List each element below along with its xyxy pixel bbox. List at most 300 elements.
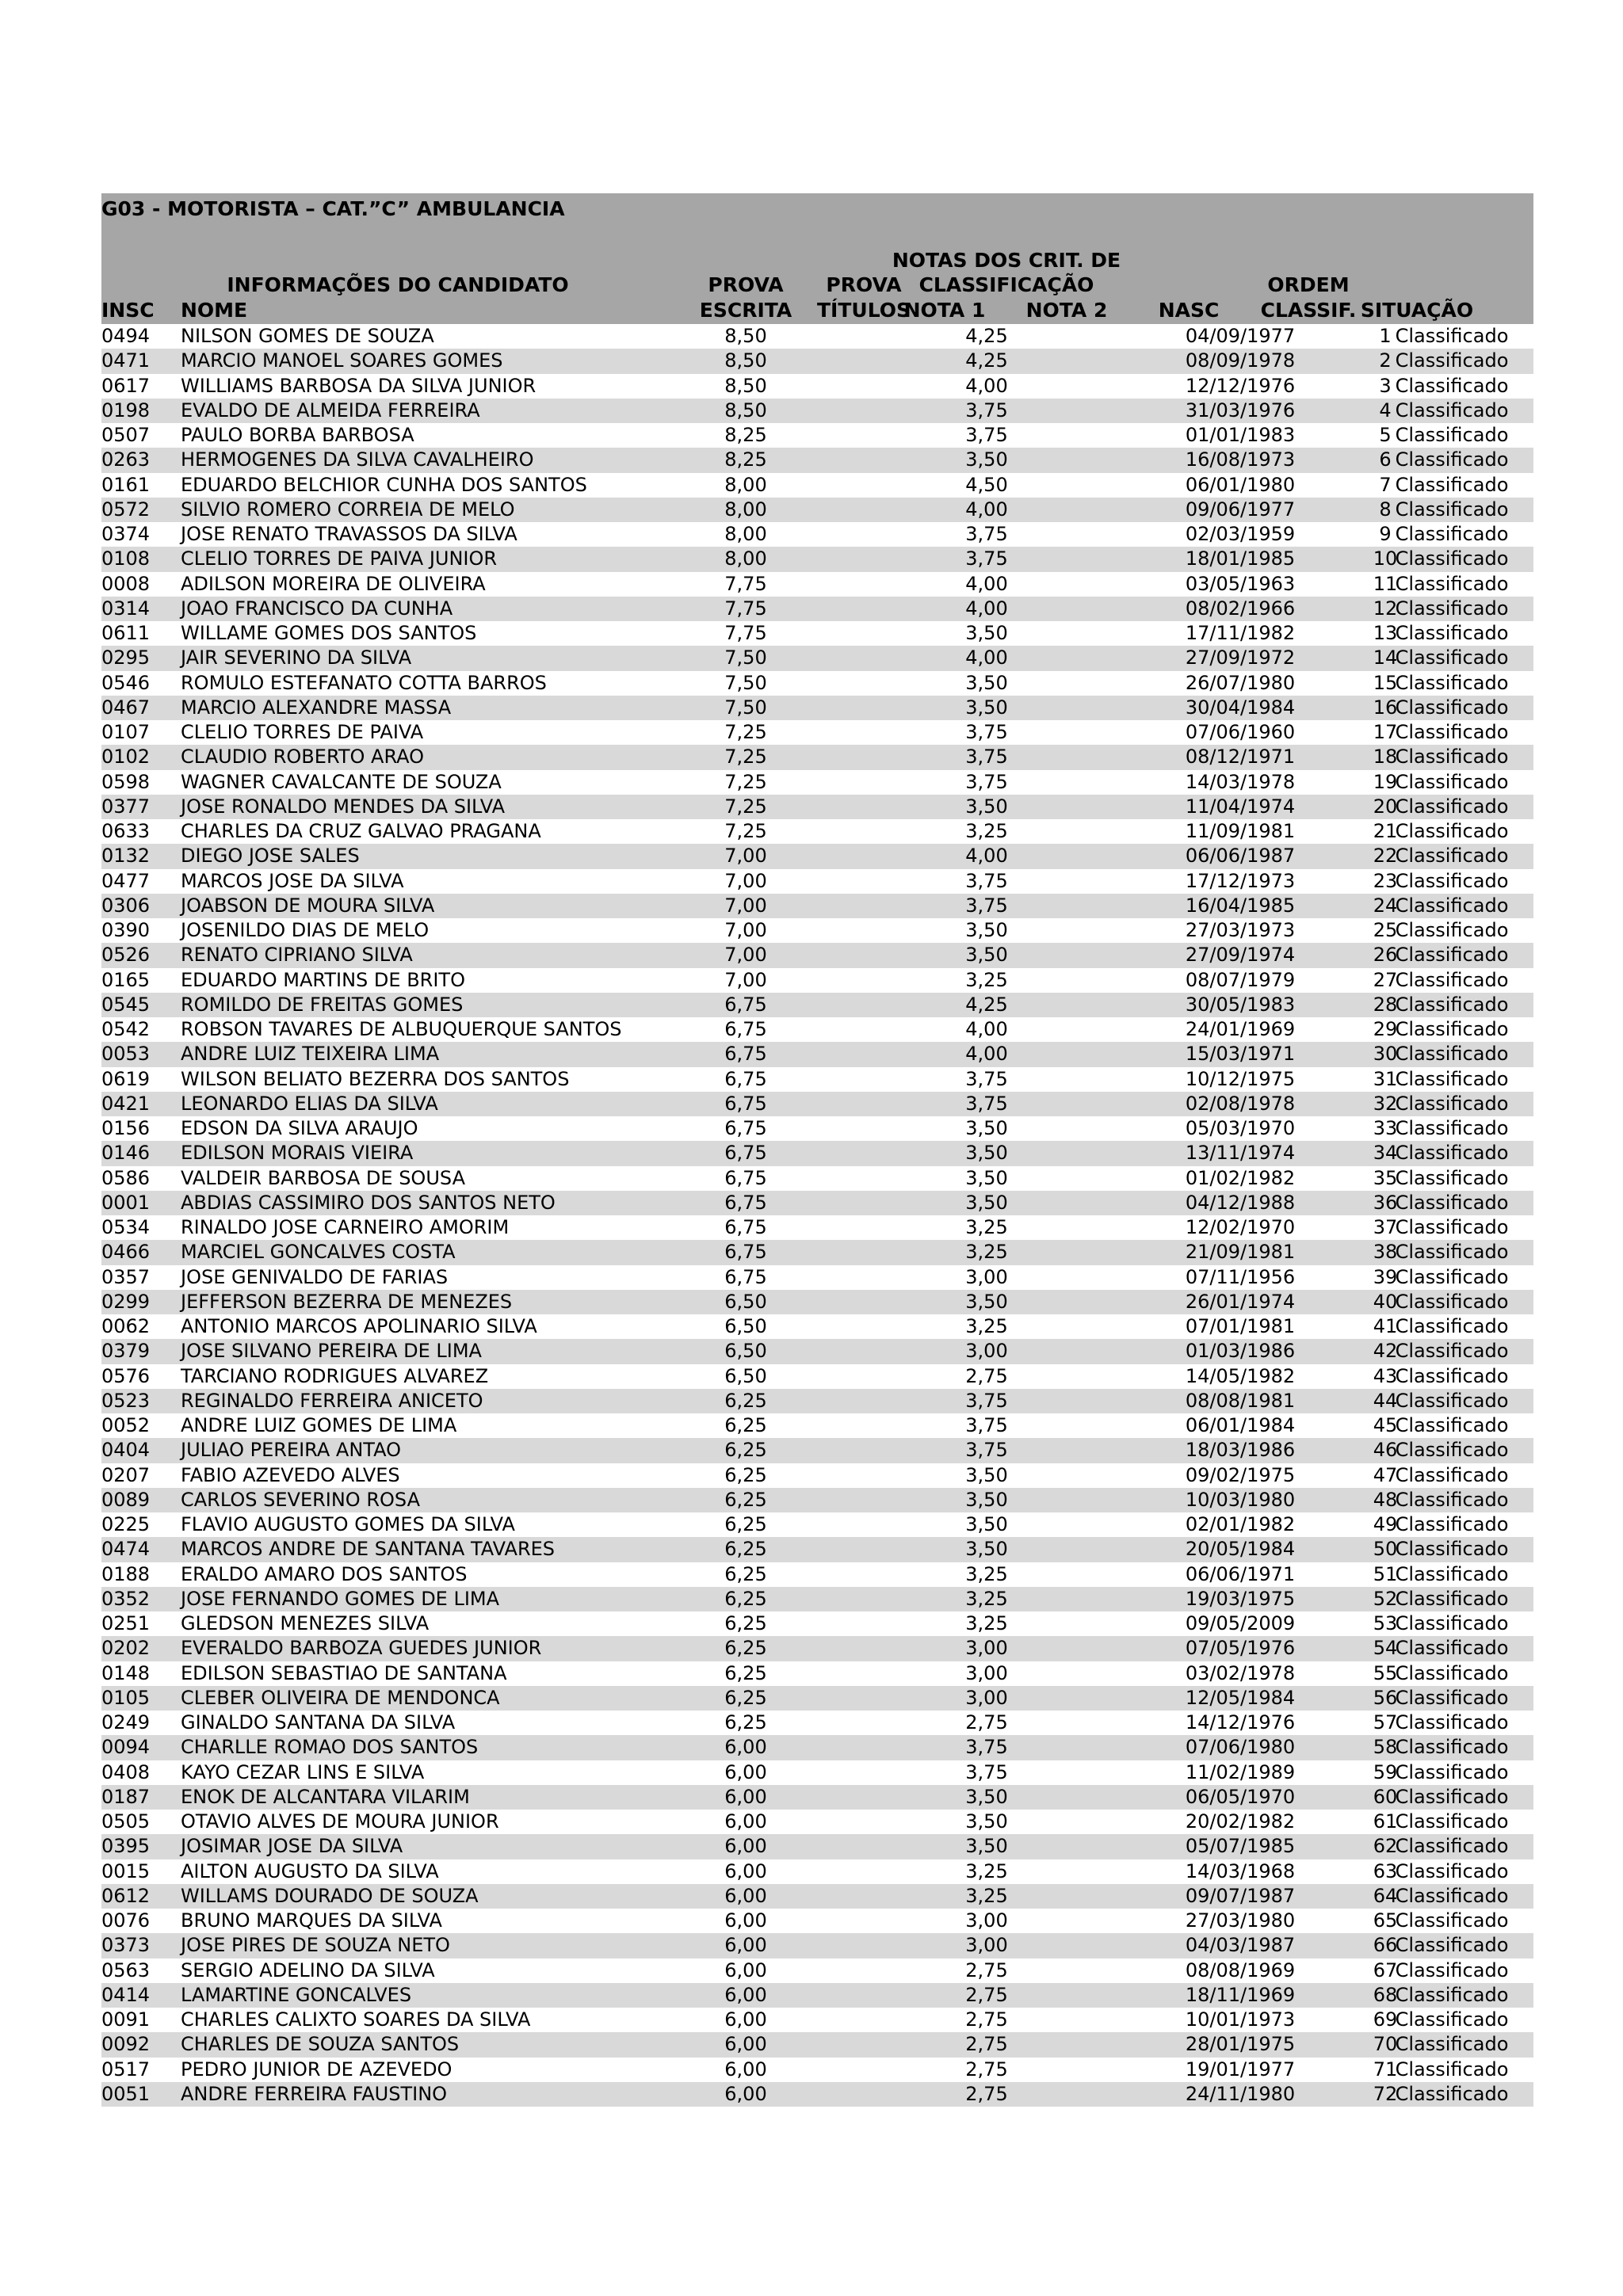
table-row	[101, 795, 1533, 819]
cell-prova-escrita: 6,50	[724, 1290, 767, 1313]
cell-prova-escrita: 6,75	[724, 1018, 767, 1040]
cell-nota1: 3,75	[965, 770, 1008, 793]
cell-nasc: 06/05/1970	[1185, 1785, 1296, 1808]
cell-prova-escrita: 6,25	[724, 1562, 767, 1585]
cell-insc: 0062	[101, 1315, 151, 1337]
cell-prova-escrita: 7,50	[724, 671, 767, 694]
cell-ordem: 13	[1373, 622, 1398, 644]
cell-nasc: 30/04/1984	[1185, 696, 1296, 719]
cell-situacao: Classificado	[1395, 795, 1509, 818]
cell-ordem: 48	[1373, 1488, 1398, 1511]
cell-situacao: Classificado	[1395, 1315, 1509, 1337]
cell-ordem: 69	[1373, 2008, 1398, 2031]
cell-nota1: 3,00	[965, 1637, 1008, 1660]
table-row	[101, 1389, 1533, 1413]
header-nota2: NOTA 2	[1025, 299, 1108, 322]
cell-insc: 0146	[101, 1142, 151, 1165]
cell-insc: 0542	[101, 1018, 151, 1040]
cell-insc: 0156	[101, 1117, 151, 1139]
cell-nasc: 08/08/1981	[1185, 1389, 1296, 1412]
cell-nota1: 3,50	[965, 944, 1008, 967]
cell-ordem: 6	[1379, 448, 1392, 471]
cell-nota1: 3,50	[965, 1538, 1008, 1561]
header-nome: NOME	[181, 299, 248, 322]
cell-nome: CLAUDIO ROBERTO ARAO	[181, 746, 425, 769]
cell-ordem: 58	[1373, 1736, 1398, 1759]
cell-insc: 0225	[101, 1513, 151, 1535]
cell-nome: MARCIEL GONCALVES COSTA	[181, 1241, 456, 1264]
table-row	[101, 770, 1533, 795]
cell-prova-escrita: 7,75	[724, 572, 767, 595]
table-row	[101, 1215, 1533, 1240]
cell-insc: 0546	[101, 671, 151, 694]
cell-nome: GLEDSON MENEZES SILVA	[181, 1612, 430, 1634]
cell-prova-escrita: 6,00	[724, 1909, 767, 1932]
cell-nota1: 3,25	[965, 1612, 1008, 1634]
cell-insc: 0612	[101, 1884, 151, 1907]
header-ordem-1: ORDEM	[1267, 273, 1350, 296]
table-row	[101, 423, 1533, 448]
cell-ordem: 59	[1373, 1760, 1398, 1783]
cell-nome: ERALDO AMARO DOS SANTOS	[181, 1562, 468, 1585]
cell-prova-escrita: 8,00	[724, 547, 767, 570]
cell-ordem: 68	[1373, 1983, 1398, 2006]
cell-nasc: 12/12/1976	[1185, 374, 1296, 397]
table-row	[101, 696, 1533, 720]
cell-situacao: Classificado	[1395, 1216, 1509, 1238]
cell-situacao: Classificado	[1395, 1513, 1509, 1535]
cell-nasc: 24/01/1969	[1185, 1018, 1296, 1040]
cell-prova-escrita: 6,00	[724, 1785, 767, 1808]
cell-insc: 0108	[101, 547, 151, 570]
header-nota1: NOTA 1	[903, 299, 986, 322]
cell-ordem: 46	[1373, 1439, 1398, 1462]
cell-prova-escrita: 6,25	[724, 1389, 767, 1412]
table-row	[101, 1834, 1533, 1859]
cell-nota1: 3,75	[965, 1439, 1008, 1462]
cell-ordem: 70	[1373, 2033, 1398, 2056]
table-row	[101, 943, 1533, 967]
cell-nome: EVALDO DE ALMEIDA FERREIRA	[181, 399, 480, 421]
cell-nota1: 2,75	[965, 1364, 1008, 1387]
cell-ordem: 39	[1373, 1265, 1398, 1288]
cell-nasc: 27/09/1972	[1185, 646, 1296, 669]
table-row	[101, 572, 1533, 597]
cell-nome: RENATO CIPRIANO SILVA	[181, 944, 413, 967]
table-row	[101, 498, 1533, 522]
table-row	[101, 1240, 1533, 1264]
cell-nota1: 3,75	[965, 399, 1008, 421]
cell-nome: JOSE RONALDO MENDES DA SILVA	[181, 795, 506, 818]
cell-nasc: 01/03/1986	[1185, 1340, 1296, 1363]
cell-nota1: 3,25	[965, 1241, 1008, 1264]
cell-nome: WILLAMS DOURADO DE SOUZA	[181, 1884, 479, 1907]
cell-nome: REGINALDO FERREIRA ANICETO	[181, 1389, 483, 1412]
table-row	[101, 671, 1533, 696]
cell-situacao: Classificado	[1395, 1859, 1509, 1882]
cell-insc: 0148	[101, 1661, 151, 1684]
cell-nota1: 3,00	[965, 1661, 1008, 1684]
cell-nota1: 4,50	[965, 473, 1008, 496]
cell-nota1: 2,75	[965, 1711, 1008, 1733]
cell-situacao: Classificado	[1395, 1983, 1509, 2006]
cell-ordem: 38	[1373, 1241, 1398, 1264]
cell-nasc: 06/01/1980	[1185, 473, 1296, 496]
cell-nome: JAIR SEVERINO DA SILVA	[181, 646, 412, 669]
cell-insc: 0576	[101, 1364, 151, 1387]
cell-prova-escrita: 6,00	[724, 1859, 767, 1882]
cell-nota1: 3,50	[965, 795, 1008, 818]
cell-prova-escrita: 6,25	[724, 1661, 767, 1684]
cell-insc: 0094	[101, 1736, 151, 1759]
cell-nasc: 07/06/1980	[1185, 1736, 1296, 1759]
cell-nota1: 3,75	[965, 721, 1008, 743]
cell-prova-escrita: 6,00	[724, 2008, 767, 2031]
cell-insc: 0505	[101, 1810, 151, 1833]
table-row	[101, 993, 1533, 1017]
cell-nasc: 06/06/1987	[1185, 845, 1296, 868]
cell-nasc: 30/05/1983	[1185, 993, 1296, 1016]
cell-insc: 0165	[101, 968, 151, 991]
cell-nota1: 4,25	[965, 325, 1008, 347]
table-row	[101, 918, 1533, 943]
cell-insc: 0161	[101, 473, 151, 496]
cell-insc: 0373	[101, 1934, 151, 1957]
cell-nota1: 3,75	[965, 523, 1008, 545]
cell-situacao: Classificado	[1395, 671, 1509, 694]
cell-prova-escrita: 7,25	[724, 770, 767, 793]
cell-insc: 0052	[101, 1414, 151, 1436]
cell-ordem: 42	[1373, 1340, 1398, 1363]
cell-ordem: 45	[1373, 1414, 1398, 1436]
cell-nasc: 13/11/1974	[1185, 1142, 1296, 1165]
cell-situacao: Classificado	[1395, 1958, 1509, 1981]
cell-insc: 0198	[101, 399, 151, 421]
table-row	[101, 1339, 1533, 1363]
cell-nota1: 4,00	[965, 374, 1008, 397]
table-row	[101, 324, 1533, 349]
cell-insc: 0089	[101, 1488, 151, 1511]
cell-nasc: 20/05/1984	[1185, 1538, 1296, 1561]
cell-nota1: 3,50	[965, 1835, 1008, 1858]
cell-nota1: 3,50	[965, 1191, 1008, 1214]
table-row	[101, 720, 1533, 745]
header-prova-titulos-2: TÍTULOS	[816, 299, 911, 322]
cell-nome: ANDRE LUIZ TEIXEIRA LIMA	[181, 1043, 440, 1066]
cell-nasc: 04/03/1987	[1185, 1934, 1296, 1957]
cell-nome: WILLAME GOMES DOS SANTOS	[181, 622, 477, 644]
header-insc: INSC	[101, 299, 155, 322]
cell-insc: 0466	[101, 1241, 151, 1264]
cell-ordem: 2	[1379, 349, 1392, 372]
cell-insc: 0015	[101, 1859, 151, 1882]
cell-situacao: Classificado	[1395, 448, 1509, 471]
table-row	[101, 1141, 1533, 1165]
cell-ordem: 30	[1373, 1043, 1398, 1066]
cell-nota1: 3,25	[965, 1216, 1008, 1238]
cell-ordem: 10	[1373, 547, 1398, 570]
cell-insc: 0598	[101, 770, 151, 793]
cell-ordem: 17	[1373, 721, 1398, 743]
cell-situacao: Classificado	[1395, 572, 1509, 595]
cell-situacao: Classificado	[1395, 1166, 1509, 1189]
cell-nota1: 3,50	[965, 1166, 1008, 1189]
cell-situacao: Classificado	[1395, 770, 1509, 793]
cell-nota1: 2,75	[965, 1958, 1008, 1981]
cell-insc: 0132	[101, 845, 151, 868]
cell-nasc: 04/09/1977	[1185, 325, 1296, 347]
cell-ordem: 40	[1373, 1290, 1398, 1313]
table-row	[101, 1265, 1533, 1290]
header-prova-escrita-2: ESCRITA	[699, 299, 792, 322]
cell-ordem: 24	[1373, 894, 1398, 917]
cell-insc: 0187	[101, 1785, 151, 1808]
cell-nota1: 3,75	[965, 1092, 1008, 1115]
cell-nome: VALDEIR BARBOSA DE SOUSA	[181, 1166, 465, 1189]
cell-prova-escrita: 7,50	[724, 696, 767, 719]
cell-nome: KAYO CEZAR LINS E SILVA	[181, 1760, 425, 1783]
cell-prova-escrita: 8,00	[724, 498, 767, 521]
cell-nome: MARCIO ALEXANDRE MASSA	[181, 696, 452, 719]
cell-nome: DIEGO JOSE SALES	[181, 845, 360, 868]
cell-nome: CHARLES CALIXTO SOARES DA SILVA	[181, 2008, 531, 2031]
cell-situacao: Classificado	[1395, 1810, 1509, 1833]
cell-nasc: 12/05/1984	[1185, 1686, 1296, 1709]
cell-nome: JOABSON DE MOURA SILVA	[181, 894, 435, 917]
cell-ordem: 54	[1373, 1637, 1398, 1660]
table-row	[101, 448, 1533, 472]
table-row	[101, 869, 1533, 894]
cell-situacao: Classificado	[1395, 1760, 1509, 1783]
cell-situacao: Classificado	[1395, 1612, 1509, 1634]
cell-prova-escrita: 6,75	[724, 993, 767, 1016]
table-row	[101, 1735, 1533, 1760]
cell-nome: CHARLES DE SOUZA SANTOS	[181, 2033, 460, 2056]
table-row	[101, 399, 1533, 423]
cell-nasc: 02/03/1959	[1185, 523, 1296, 545]
cell-prova-escrita: 7,25	[724, 721, 767, 743]
cell-situacao: Classificado	[1395, 498, 1509, 521]
cell-insc: 0408	[101, 1760, 151, 1783]
cell-ordem: 44	[1373, 1389, 1398, 1412]
cell-insc: 0633	[101, 820, 151, 842]
cell-ordem: 9	[1379, 523, 1392, 545]
cell-nota1: 3,75	[965, 1067, 1008, 1090]
cell-ordem: 19	[1373, 770, 1398, 793]
cell-insc: 0523	[101, 1389, 151, 1412]
cell-nota1: 3,75	[965, 1760, 1008, 1783]
cell-nota1: 3,25	[965, 1859, 1008, 1882]
table-row	[101, 1314, 1533, 1339]
cell-nome: MARCOS JOSE DA SILVA	[181, 869, 404, 892]
cell-insc: 0377	[101, 795, 151, 818]
cell-situacao: Classificado	[1395, 1637, 1509, 1660]
cell-ordem: 32	[1373, 1092, 1398, 1115]
table-row	[101, 1116, 1533, 1141]
cell-nome: AILTON AUGUSTO DA SILVA	[181, 1859, 439, 1882]
table-row	[101, 894, 1533, 918]
cell-nome: ENOK DE ALCANTARA VILARIM	[181, 1785, 470, 1808]
table-header	[101, 249, 1533, 324]
cell-situacao: Classificado	[1395, 597, 1509, 620]
cell-prova-escrita: 6,00	[724, 1934, 767, 1957]
table-row	[101, 547, 1533, 571]
cell-ordem: 1	[1379, 325, 1392, 347]
cell-nasc: 31/03/1976	[1185, 399, 1296, 421]
cell-nasc: 10/03/1980	[1185, 1488, 1296, 1511]
cell-insc: 0526	[101, 944, 151, 967]
cell-prova-escrita: 6,75	[724, 1265, 767, 1288]
cell-nome: ABDIAS CASSIMIRO DOS SANTOS NETO	[181, 1191, 556, 1214]
cell-nome: EDUARDO MARTINS DE BRITO	[181, 968, 465, 991]
table-row	[101, 1166, 1533, 1191]
table-row	[101, 1933, 1533, 1958]
cell-insc: 0414	[101, 1983, 151, 2006]
cell-nota1: 3,50	[965, 919, 1008, 941]
cell-insc: 0374	[101, 523, 151, 545]
cell-ordem: 60	[1373, 1785, 1398, 1808]
cell-ordem: 71	[1373, 2058, 1398, 2081]
cell-nasc: 18/03/1986	[1185, 1439, 1296, 1462]
header-info-group: INFORMAÇÕES DO CANDIDATO	[227, 273, 569, 296]
cell-prova-escrita: 6,25	[724, 1538, 767, 1561]
cell-prova-escrita: 6,75	[724, 1166, 767, 1189]
cell-nota1: 4,00	[965, 1018, 1008, 1040]
cell-nasc: 02/08/1978	[1185, 1092, 1296, 1115]
cell-insc: 0395	[101, 1835, 151, 1858]
cell-ordem: 15	[1373, 671, 1398, 694]
cell-ordem: 25	[1373, 919, 1398, 941]
cell-nota1: 3,50	[965, 622, 1008, 644]
cell-insc: 0306	[101, 894, 151, 917]
cell-insc: 0421	[101, 1092, 151, 1115]
cell-prova-escrita: 6,75	[724, 1142, 767, 1165]
cell-prova-escrita: 7,50	[724, 646, 767, 669]
cell-nome: RINALDO JOSE CARNEIRO AMORIM	[181, 1216, 510, 1238]
cell-ordem: 16	[1373, 696, 1398, 719]
cell-nome: EDUARDO BELCHIOR CUNHA DOS SANTOS	[181, 473, 587, 496]
cell-ordem: 18	[1373, 746, 1398, 769]
table-row	[101, 374, 1533, 399]
cell-prova-escrita: 6,00	[724, 1835, 767, 1858]
cell-nasc: 06/01/1984	[1185, 1414, 1296, 1436]
cell-insc: 0390	[101, 919, 151, 941]
cell-nota1: 3,75	[965, 869, 1008, 892]
cell-insc: 0619	[101, 1067, 151, 1090]
cell-situacao: Classificado	[1395, 547, 1509, 570]
cell-insc: 0295	[101, 646, 151, 669]
cell-nasc: 21/09/1981	[1185, 1241, 1296, 1264]
cell-nome: ROMILDO DE FREITAS GOMES	[181, 993, 464, 1016]
cell-nota1: 3,50	[965, 1142, 1008, 1165]
cell-nasc: 17/12/1973	[1185, 869, 1296, 892]
table-row	[101, 621, 1533, 646]
cell-situacao: Classificado	[1395, 845, 1509, 868]
cell-nota1: 4,25	[965, 349, 1008, 372]
cell-nome: JOAO FRANCISCO DA CUNHA	[181, 597, 453, 620]
cell-nota1: 2,75	[965, 2033, 1008, 2056]
cell-nasc: 11/02/1989	[1185, 1760, 1296, 1783]
cell-ordem: 55	[1373, 1661, 1398, 1684]
table-row	[101, 2008, 1533, 2032]
cell-ordem: 21	[1373, 820, 1398, 842]
table-row	[101, 1488, 1533, 1512]
cell-nasc: 24/11/1980	[1185, 2082, 1296, 2105]
table-row	[101, 1438, 1533, 1463]
table-row	[101, 2082, 1533, 2107]
cell-nasc: 14/12/1976	[1185, 1711, 1296, 1733]
cell-ordem: 31	[1373, 1067, 1398, 1090]
cell-nasc: 27/09/1974	[1185, 944, 1296, 967]
cell-situacao: Classificado	[1395, 820, 1509, 842]
cell-nasc: 07/01/1981	[1185, 1315, 1296, 1337]
table-row	[101, 1859, 1533, 1884]
cell-insc: 0477	[101, 869, 151, 892]
cell-prova-escrita: 7,00	[724, 845, 767, 868]
cell-prova-escrita: 6,00	[724, 1760, 767, 1783]
cell-nota1: 3,75	[965, 1414, 1008, 1436]
cell-nasc: 06/06/1971	[1185, 1562, 1296, 1585]
cell-nome: EDILSON SEBASTIAO DE SANTANA	[181, 1661, 507, 1684]
cell-nome: MARCIO MANOEL SOARES GOMES	[181, 349, 503, 372]
table-row	[101, 1290, 1533, 1314]
table-title: G03 - MOTORISTA – CAT.”C” AMBULANCIA	[101, 193, 1533, 249]
cell-nasc: 08/08/1969	[1185, 1958, 1296, 1981]
cell-nota1: 3,50	[965, 696, 1008, 719]
cell-nota1: 3,00	[965, 1934, 1008, 1957]
cell-situacao: Classificado	[1395, 1661, 1509, 1684]
cell-situacao: Classificado	[1395, 1191, 1509, 1214]
cell-situacao: Classificado	[1395, 1241, 1509, 1264]
cell-insc: 0534	[101, 1216, 151, 1238]
cell-nasc: 07/05/1976	[1185, 1637, 1296, 1660]
cell-prova-escrita: 6,25	[724, 1463, 767, 1486]
cell-nasc: 01/01/1983	[1185, 424, 1296, 446]
cell-ordem: 63	[1373, 1859, 1398, 1882]
table-row	[101, 1711, 1533, 1735]
cell-prova-escrita: 6,25	[724, 1637, 767, 1660]
cell-nome: WILSON BELIATO BEZERRA DOS SANTOS	[181, 1067, 570, 1090]
cell-nasc: 19/01/1977	[1185, 2058, 1296, 2081]
table-row	[101, 1958, 1533, 1983]
table-row	[101, 1537, 1533, 1562]
header-nasc: NASC	[1158, 299, 1220, 322]
table-row	[101, 522, 1533, 547]
cell-ordem: 72	[1373, 2082, 1398, 2105]
cell-prova-escrita: 6,75	[724, 1191, 767, 1214]
table-row	[101, 1587, 1533, 1611]
cell-nome: LEONARDO ELIAS DA SILVA	[181, 1092, 438, 1115]
cell-insc: 0092	[101, 2033, 151, 2056]
table-row	[101, 1810, 1533, 1834]
cell-nome: EDSON DA SILVA ARAUJO	[181, 1117, 418, 1139]
table-row	[101, 1760, 1533, 1785]
cell-nota1: 3,50	[965, 1513, 1008, 1535]
cell-nota1: 3,50	[965, 1290, 1008, 1313]
cell-ordem: 47	[1373, 1463, 1398, 1486]
cell-nasc: 01/02/1982	[1185, 1166, 1296, 1189]
cell-insc: 0545	[101, 993, 151, 1016]
cell-nota1: 3,50	[965, 1785, 1008, 1808]
cell-insc: 0053	[101, 1043, 151, 1066]
cell-nome: WILLIAMS BARBOSA DA SILVA JUNIOR	[181, 374, 537, 397]
cell-insc: 0507	[101, 424, 151, 446]
cell-nasc: 09/06/1977	[1185, 498, 1296, 521]
cell-nasc: 14/03/1978	[1185, 770, 1296, 793]
cell-nasc: 07/06/1960	[1185, 721, 1296, 743]
cell-situacao: Classificado	[1395, 1364, 1509, 1387]
cell-nome: FABIO AZEVEDO ALVES	[181, 1463, 400, 1486]
